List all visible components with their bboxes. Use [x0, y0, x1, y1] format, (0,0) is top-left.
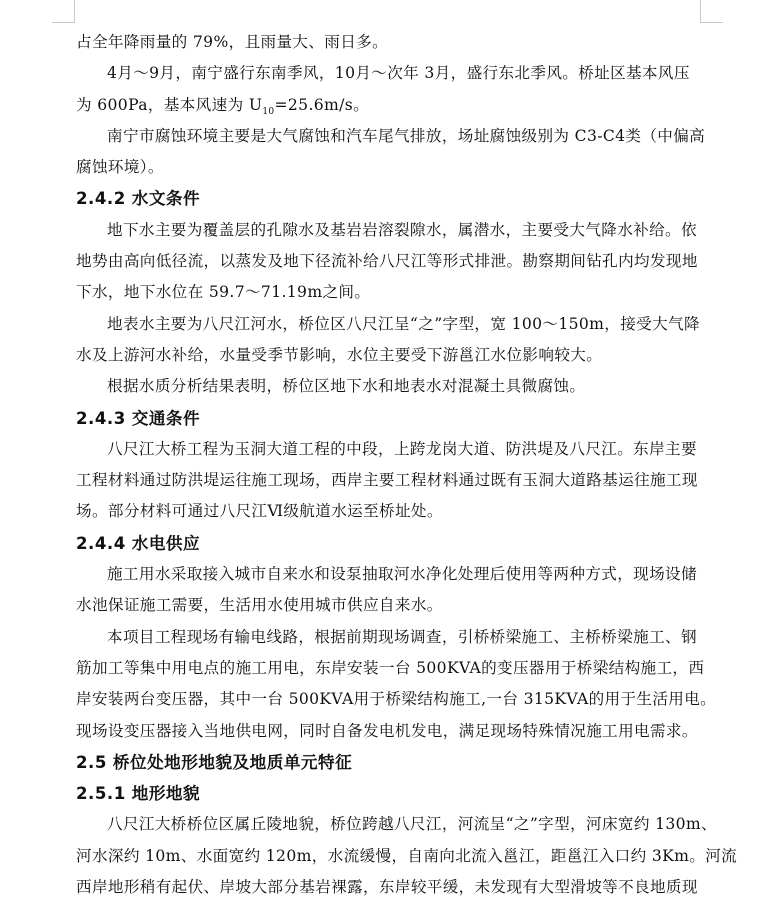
section-heading: [76, 778, 702, 809]
section-title: 水电供应: [131, 533, 201, 553]
section-number: 2.5.1: [76, 784, 126, 804]
paragraph-line: 施工用水采取接入城市自来水和设泵抽取河水净化处理后使用等两种方式，现场设储: [107, 565, 697, 584]
section-heading: [76, 403, 702, 434]
paragraph-line: 筋加工等集中用电点的施工用电，东岸安装一台 500KVA的变压器用于桥梁结构施工，西: [76, 658, 705, 677]
paragraph-line: 现场设变压器接入当地供电网，同时自备发电机发电，满足现场特殊情况施工用电需求。: [76, 721, 698, 740]
paragraph-line: [76, 90, 702, 121]
paragraph-line: 岸安装两台变压器，其中一台 500KVA用于桥梁结构施工,一台 315KVA的用于生活用电。: [76, 690, 717, 709]
section-heading: [76, 747, 702, 778]
paragraph-line: 水池保证施工需要，生活用水使用城市供应自来水。: [76, 596, 443, 615]
paragraph-line: 八尺江大桥工程为玉洞大道工程的中段，上跨龙岗大道、防洪堤及八尺江。东岸主要: [107, 439, 697, 458]
paragraph-line: 南宁市腐蚀环境主要是大气腐蚀和汽车尾气排放，场址腐蚀级别为 C3-C4类（中偏高: [107, 126, 706, 145]
paragraph-line: 水及上游河水补给，水量受季节影响，水位主要受下游邕江水位影响较大。: [76, 345, 603, 364]
paragraph-line: 工程材料通过防洪堤运往施工现场，西岸主要工程材料通过既有玉洞大道路基运往施工现: [76, 471, 698, 490]
paragraph-line: 4月～9月，南宁盛行东南季风，10月～次年 3月，盛行东北季风。桥址区基本风压: [107, 64, 690, 83]
section-heading: [76, 183, 702, 214]
paragraph-line: 占全年降雨量的 79%，且雨量大、雨日多。: [76, 33, 389, 51]
section-number: 2.4.4: [76, 533, 126, 553]
section-number: 2.4.2: [76, 189, 126, 209]
section-number: 2.4.3: [76, 408, 126, 428]
section-title: 桥位处地形地貌及地质单元特征: [112, 752, 353, 772]
paragraph-line: 根据水质分析结果表明，桥位区地下水和地表水对混凝土具微腐蚀。: [107, 377, 586, 396]
section-heading: [76, 528, 702, 559]
page-corner-mark-left: [52, 0, 75, 23]
paragraph-line: 地下水主要为覆盖层的孔隙水及基岩岩溶裂隙水，属潜水，主要受大气降水补给。依: [107, 220, 697, 239]
text-run: 为 600Pa，基本风速为 U: [76, 95, 263, 114]
paragraph-line: 八尺江大桥桥位区属丘陵地貌，桥位跨越八尺江，河流呈“之”字型，河床宽约 130m、: [107, 815, 717, 834]
section-number: 2.5: [76, 752, 107, 772]
text-run: =25.6m/s。: [274, 95, 370, 114]
document-body: [76, 27, 738, 903]
paragraph-line: 本项目工程现场有输电线路，根据前期现场调查，引桥桥梁施工、主桥桥梁施工、钢: [107, 627, 697, 646]
section-title: 水文条件: [131, 189, 201, 209]
paragraph-line: 河水深约 10m、水面宽约 120m，水流缓慢，自南向北流入邕江，距邕江入口约 3Km。河流: [76, 846, 738, 865]
section-title: 交通条件: [131, 408, 201, 428]
paragraph-line: 场。部分材料可通过八尺江Ⅵ级航道水运至桥址处。: [76, 502, 443, 521]
paragraph-line: 地表水主要为八尺江河水，桥位区八尺江呈“之”字型，宽 100～150m，接受大气降: [107, 314, 700, 333]
paragraph-line: 下水，地下水位在 59.7～71.19m之间。: [76, 283, 371, 302]
subscript: 10: [262, 106, 275, 117]
section-title: 地形地貌: [131, 784, 201, 804]
paragraph-line: 腐蚀环境）。: [76, 158, 164, 177]
page-corner-mark-right: [700, 0, 723, 23]
paragraph-line: 西岸地形稍有起伏、岸坡大部分基岩裸露，东岸较平缓，未发现有大型滑坡等不良地质现: [76, 878, 698, 897]
paragraph-line: 地势由高向低径流，以蒸发及地下径流补给八尺江等形式排泄。勘察期间钻孔内均发现地: [76, 252, 698, 271]
